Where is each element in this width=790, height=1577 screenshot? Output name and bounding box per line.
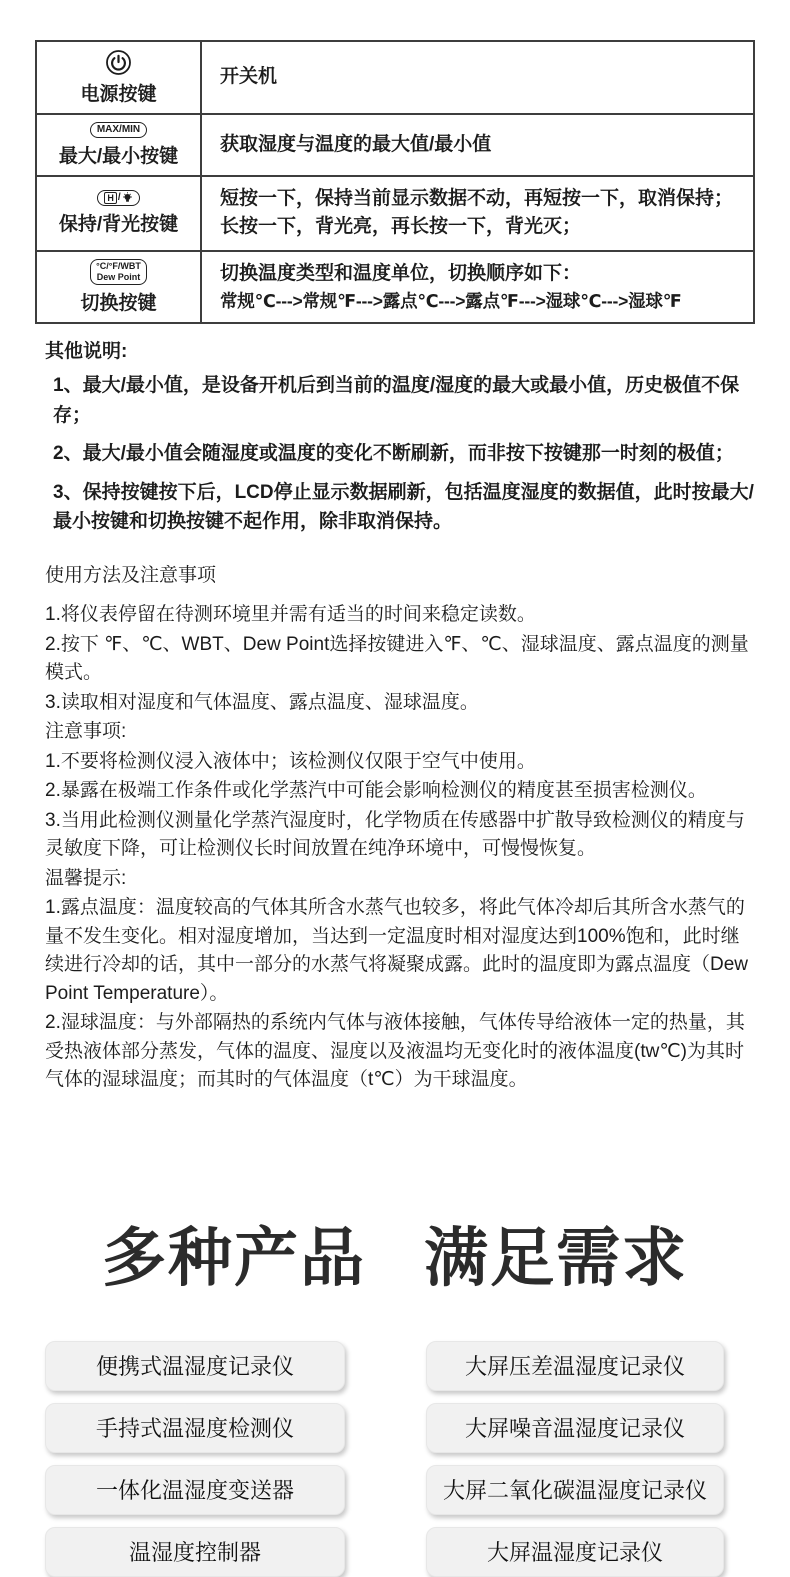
- maxmin-icon-text: MAX/MIN: [96, 124, 141, 135]
- switch-icon-line1: °C/°F/WBT: [96, 261, 141, 272]
- power-button-desc: [202, 42, 753, 113]
- icon-separator: /: [117, 192, 121, 204]
- hold-backlight-button-label: 保持/背光按键: [58, 214, 179, 236]
- other-note-item: 3、保持按键按下后，LCD停止显示数据刷新，包括温度湿度的数据值，此时按最大/最小按键和切换按键不起作用，除非取消保持。: [53, 481, 754, 532]
- other-note-item: 1、最大/最小值，是设备开机后到当前的温度/湿度的最大或最小值，历史极值不保存；: [53, 375, 740, 426]
- table-row: [37, 250, 753, 323]
- desc-line1: 切换温度类型和温度单位，切换顺序如下：: [220, 262, 582, 284]
- product-button-bigscreen-co2-logger[interactable]: 大屏二氧化碳温湿度记录仪: [426, 1465, 724, 1515]
- banner-part2: 满足需求: [424, 1221, 688, 1294]
- usage-step: 3.读取相对湿度和气体温度、露点温度、湿球温度。: [45, 691, 479, 713]
- power-icon: [105, 49, 132, 76]
- product-button-bigscreen-logger[interactable]: 大屏温湿度记录仪: [426, 1527, 724, 1577]
- power-button-cell: [37, 42, 202, 113]
- product-button-integrated-transmitter[interactable]: 一体化温湿度变送器: [45, 1465, 345, 1515]
- product-button-bigscreen-pressure-logger[interactable]: 大屏压差温湿度记录仪: [426, 1341, 724, 1391]
- desc-line2: 长按一下，背光亮，再长按一下，背光灭；: [220, 216, 582, 237]
- hold-h-icon: H: [104, 192, 117, 205]
- caution-item: 1.不要将检测仪浸入液体中；该检测仪仅限于空气中使用。: [45, 750, 536, 772]
- banner-part1: 多种产品: [102, 1221, 366, 1294]
- maxmin-button-label: 最大/最小按键: [58, 145, 179, 167]
- switch-button-cell: [37, 252, 202, 323]
- product-button-humidity-controller[interactable]: 温湿度控制器: [45, 1527, 345, 1577]
- tip-item: 1.露点温度：温度较高的气体其所含水蒸气也较多，将此气体冷却后其所含水蒸气的量不发生变化。相对湿度增加，当达到一定温度时相对湿度达到100%饱和，此时继续进行冷却的话，其中一部分的水蒸气将凝聚成露。此时的温度即为露点温度（Dew Point Temperature）。: [45, 897, 749, 1004]
- table-row: [37, 175, 753, 250]
- hold-backlight-button-desc: [202, 177, 753, 250]
- tip-item: 2.湿球温度：与外部隔热的系统内气体与液体接触，气体传导给液体一定的热量，其受热液体部分蒸发，气体的温度、湿度以及液温均无变化时的液体温度(tw℃)为其时气体的湿球温度；而其时的气体温度（t℃）为干球温度。: [45, 1012, 745, 1091]
- usage-step: 2.按下 ℉、℃、WBT、Dew Point选择按键进入℉、℃、湿球温度、露点温度的测量模式。: [45, 633, 749, 684]
- button-description-table: [35, 40, 755, 324]
- products-banner-heading: [0, 1207, 790, 1299]
- switch-button-desc: [202, 252, 753, 323]
- switch-icon-line2: Dew Point: [96, 272, 141, 283]
- product-button-bigscreen-noise-logger[interactable]: 大屏噪音温湿度记录仪: [426, 1403, 724, 1453]
- table-row: [37, 113, 753, 175]
- maxmin-button-icon: [90, 122, 147, 138]
- other-notes-title: 其他说明:: [45, 341, 128, 363]
- usage-step: 1.将仪表停留在待测环境里并需有适当的时间来稳定读数。: [45, 604, 536, 626]
- other-notes-section: [45, 336, 755, 536]
- backlight-bulb-icon: [122, 192, 133, 204]
- product-button-portable-logger[interactable]: 便携式温湿度记录仪: [45, 1341, 345, 1391]
- cautions-title: 注意事项:: [45, 721, 127, 743]
- desc-text: 开关机: [220, 66, 278, 88]
- desc-line2: 常规℃--->常规℉--->露点℃--->露点℉--->湿球℃--->湿球℉: [220, 291, 682, 311]
- maxmin-button-desc: [202, 115, 753, 175]
- caution-item: 3.当用此检测仪测量化学蒸汽湿度时，化学物质在传感器中扩散导致检测仪的精度与灵敏度下降，可让检测仪长时间放置在纯净环境中，可慢慢恢复。: [45, 809, 745, 860]
- usage-title: 使用方法及注意事项: [45, 565, 217, 587]
- switch-button-icon: [90, 259, 147, 285]
- desc-line1: 短按一下，保持当前显示数据不动，再短按一下，取消保持；: [220, 187, 734, 209]
- desc-text: 获取湿度与温度的最大值/最小值: [220, 133, 492, 155]
- table-row: [37, 42, 753, 113]
- hold-backlight-button-cell: [37, 177, 202, 250]
- maxmin-button-cell: [37, 115, 202, 175]
- usage-section: [45, 560, 755, 1095]
- tips-title: 温馨提示:: [45, 867, 127, 889]
- power-button-label: 电源按键: [80, 84, 157, 105]
- hold-backlight-button-icon: [97, 190, 139, 207]
- other-note-item: 2、最大/最小值会随湿度或温度的变化不断刷新，而非按下按键那一时刻的极值；: [53, 443, 734, 465]
- product-grid: [45, 1341, 724, 1577]
- product-button-handheld-detector[interactable]: 手持式温湿度检测仪: [45, 1403, 345, 1453]
- switch-button-label: 切换按键: [80, 292, 157, 314]
- caution-item: 2.暴露在极端工作条件或化学蒸汽中可能会影响检测仪的精度甚至损害检测仪。: [45, 780, 707, 802]
